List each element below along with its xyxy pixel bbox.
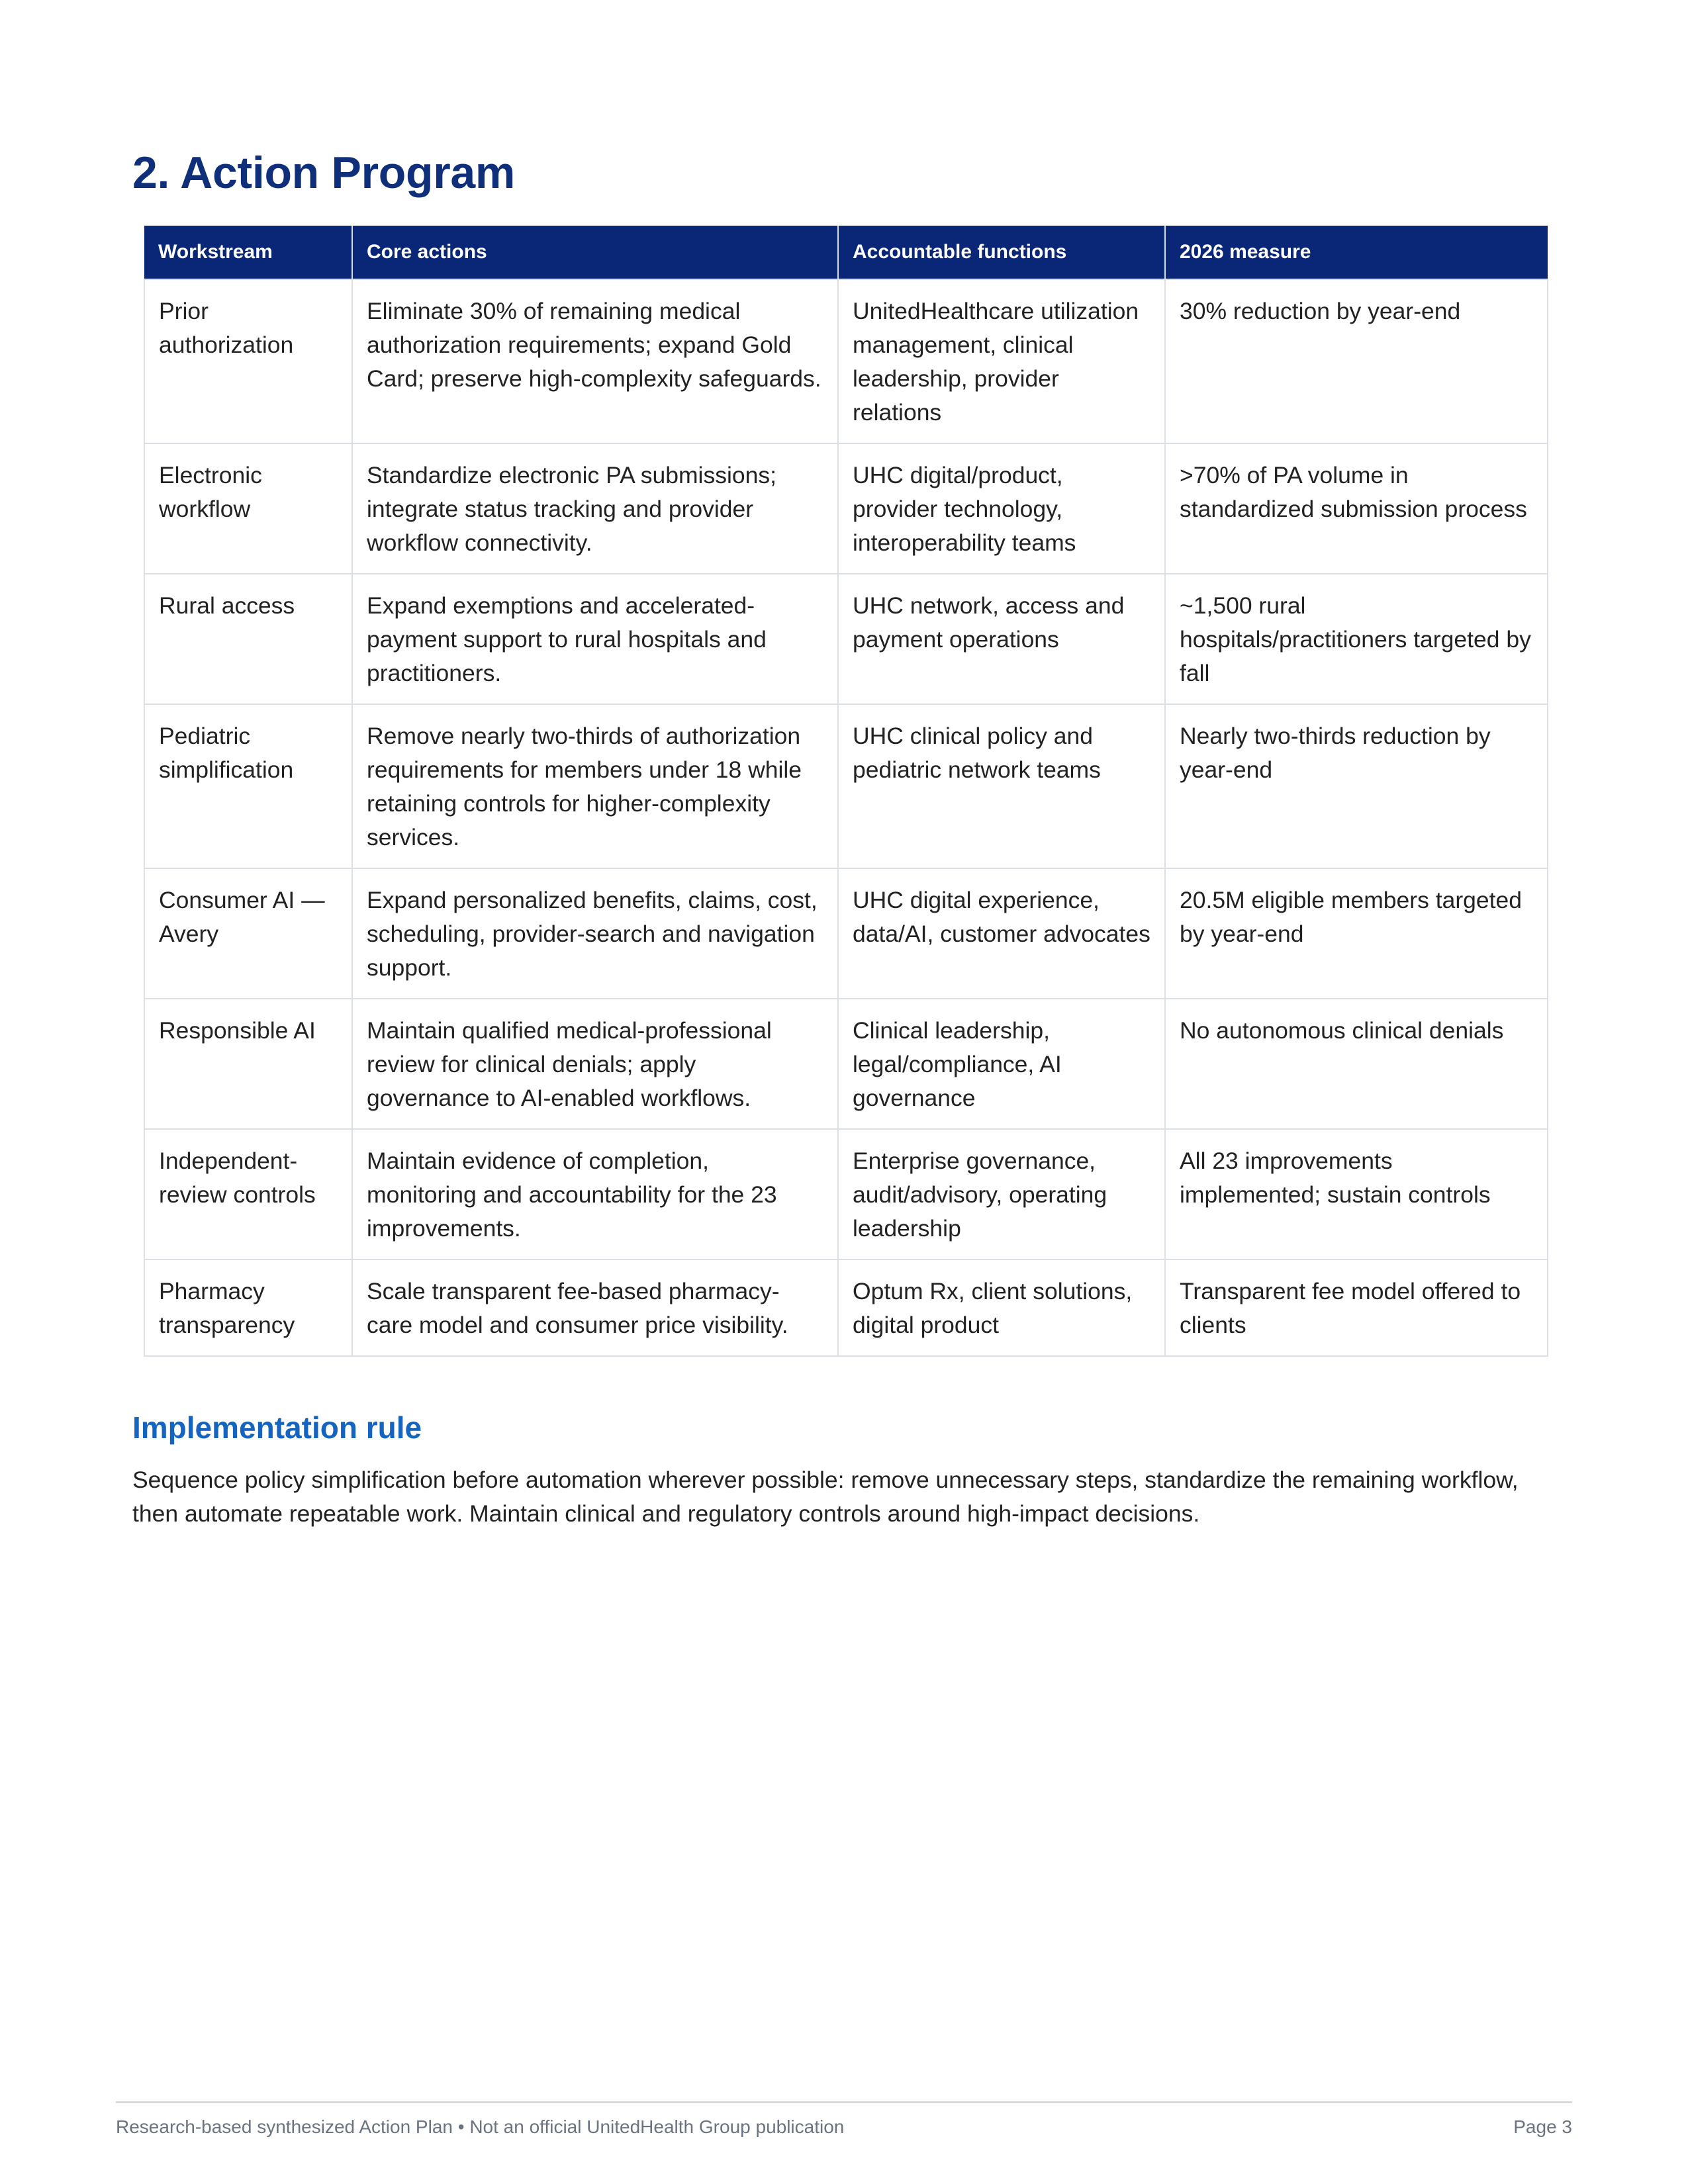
core-actions-cell: Expand personalized benefits, claims, cost, scheduling, provider-search and navigation support. (352, 868, 838, 999)
table-row (144, 868, 1548, 999)
measure-cell: ~1,500 rural hospitals/practitioners targeted by fall (1165, 574, 1548, 704)
accountable-functions-cell: Enterprise governance, audit/advisory, operating leadership (838, 1129, 1165, 1259)
workstream-cell: Pediatric simplification (144, 704, 352, 868)
workstream-cell: Prior authorization (144, 279, 352, 443)
column-header-workstream: Workstream (144, 226, 352, 279)
measure-cell: 30% reduction by year-end (1165, 279, 1548, 443)
core-actions-cell: Expand exemptions and accelerated-payment support to rural hospitals and practitioners. (352, 574, 838, 704)
measure-cell: All 23 improvements implemented; sustain controls (1165, 1129, 1548, 1259)
table-row (144, 279, 1548, 443)
accountable-functions-cell: UnitedHealthcare utilization management, clinical leadership, provider relations (838, 279, 1165, 443)
table-row (144, 704, 1548, 868)
table-row (144, 1259, 1548, 1356)
footer-divider (116, 2101, 1572, 2103)
table-header-row (144, 226, 1548, 279)
workstream-cell: Rural access (144, 574, 352, 704)
action-program-table (144, 226, 1548, 1357)
measure-cell: No autonomous clinical denials (1165, 999, 1548, 1129)
accountable-functions-cell: UHC digital experience, data/AI, customer advocates (838, 868, 1165, 999)
workstream-cell: Responsible AI (144, 999, 352, 1129)
table-row (144, 999, 1548, 1129)
accountable-functions-cell: Optum Rx, client solutions, digital product (838, 1259, 1165, 1356)
workstream-cell: Pharmacy transparency (144, 1259, 352, 1356)
core-actions-cell: Maintain qualified medical-professional review for clinical denials; apply governance to AI-enabled workflows. (352, 999, 838, 1129)
core-actions-cell: Scale transparent fee-based pharmacy-care model and consumer price visibility. (352, 1259, 838, 1356)
workstream-cell: Independent-review controls (144, 1129, 352, 1259)
workstream-cell: Consumer AI — Avery (144, 868, 352, 999)
footer-disclaimer: Research-based synthesized Action Plan • Not an official UnitedHealth Group publication (116, 2116, 845, 2137)
table-row (144, 574, 1548, 704)
accountable-functions-cell: UHC digital/product, provider technology, interoperability teams (838, 443, 1165, 574)
core-actions-cell: Remove nearly two-thirds of authorization requirements for members under 18 while retaining controls for higher-complexity services. (352, 704, 838, 868)
implementation-rule-body: Sequence policy simplification before automation wherever possible: remove unnecessary steps, standardize the remaining workflow, then automate repeatable work. Maintain clinical and regulatory controls around high-impact decisions. (132, 1467, 1519, 1527)
implementation-rule-heading: Implementation rule (132, 1410, 422, 1445)
core-actions-cell: Eliminate 30% of remaining medical authorization requirements; expand Gold Card; preserve high-complexity safeguards. (352, 279, 838, 443)
column-header-accountable-functions: Accountable functions (838, 226, 1165, 279)
measure-cell: Transparent fee model offered to clients (1165, 1259, 1548, 1356)
column-header-core-actions: Core actions (352, 226, 838, 279)
measure-cell: >70% of PA volume in standardized submission process (1165, 443, 1548, 574)
table-row (144, 443, 1548, 574)
core-actions-cell: Maintain evidence of completion, monitoring and accountability for the 23 improvements. (352, 1129, 838, 1259)
accountable-functions-cell: UHC network, access and payment operations (838, 574, 1165, 704)
accountable-functions-cell: UHC clinical policy and pediatric network teams (838, 704, 1165, 868)
accountable-functions-cell: Clinical leadership, legal/compliance, AI governance (838, 999, 1165, 1129)
measure-cell: 20.5M eligible members targeted by year-end (1165, 868, 1548, 999)
page-title: 2. Action Program (132, 148, 516, 198)
measure-cell: Nearly two-thirds reduction by year-end (1165, 704, 1548, 868)
core-actions-cell: Standardize electronic PA submissions; integrate status tracking and provider workflow connectivity. (352, 443, 838, 574)
table-row (144, 1129, 1548, 1259)
column-header-2026-measure: 2026 measure (1165, 226, 1548, 279)
page-number: Page 3 (1513, 2116, 1572, 2137)
workstream-cell: Electronic workflow (144, 443, 352, 574)
